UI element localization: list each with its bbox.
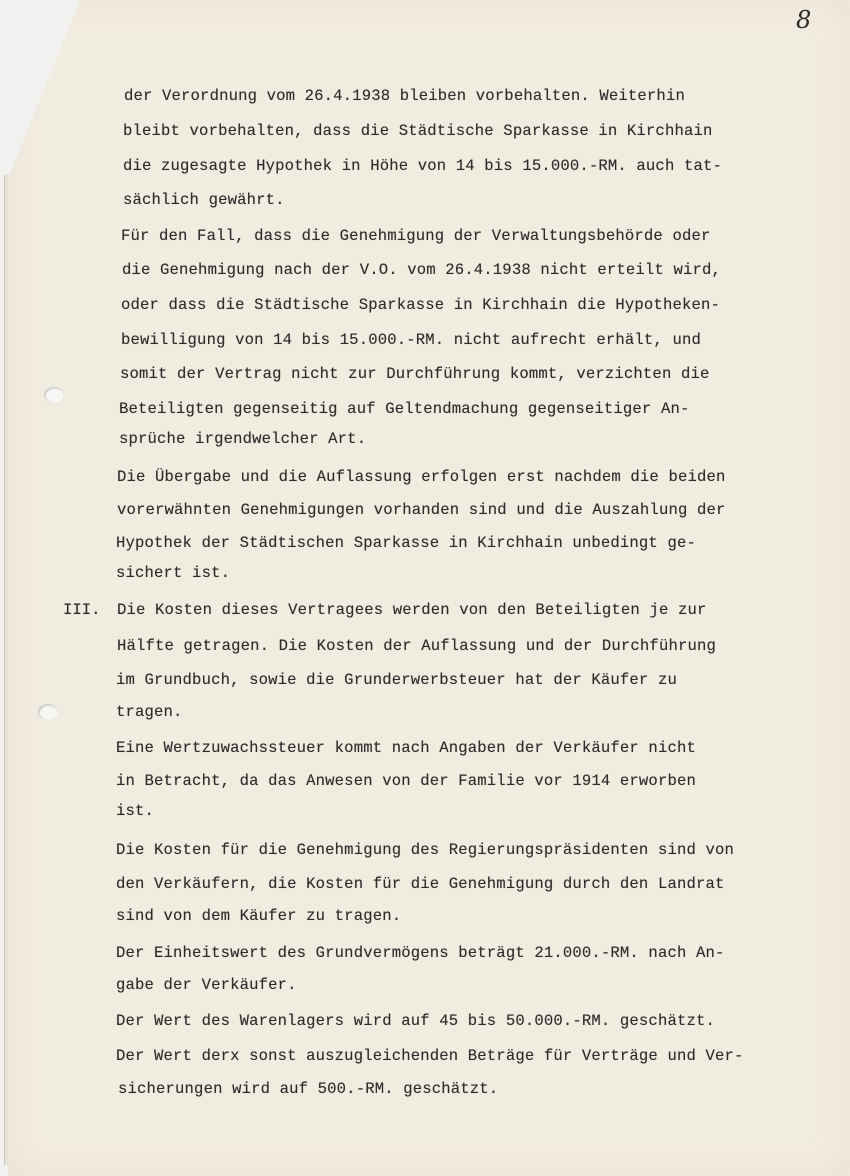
text-line: sprüche irgendwelcher Art. [119,430,367,448]
punch-hole-top [44,387,64,403]
text-line: tragen. [116,703,183,721]
text-line: gabe der Verkäufer. [116,976,297,994]
text-line: Hälfte getragen. Die Kosten der Auflassung und der Durchführung [117,637,716,655]
text-line: Die Kosten dieses Vertragees werden von den Beteiligten je zur [117,601,707,619]
text-line: die zugesagte Hypothek in Höhe von 14 bis 15.000.-RM. auch tat- [123,157,722,175]
text-line: sicherungen wird auf 500.-RM. geschätzt. [118,1080,499,1098]
punch-hole-bottom [38,704,58,720]
text-line: ist. [116,802,155,820]
text-line: bleibt vorbehalten, dass die Städtische Sparkasse in Kirchhain [123,122,713,140]
text-line: oder dass die Städtische Sparkasse in Kirchhain die Hypotheken- [121,296,720,314]
section-marker-iii: III. [63,601,101,619]
text-line: Die Übergabe und die Auflassung erfolgen erst nachdem die beiden [117,468,726,486]
text-line: vorerwähnten Genehmigungen vorhanden sind und die Auszahlung der [117,501,726,519]
page-number: 8 [796,6,812,34]
text-line: sächlich gewährt. [123,191,285,209]
text-line: Die Kosten für die Genehmigung des Regierungspräsidenten sind von [116,841,735,859]
text-line: Eine Wertzuwachssteuer kommt nach Angaben der Verkäufer nicht [116,739,696,757]
text-line: in Betracht, da das Anwesen von der Familie vor 1914 erworben [116,772,696,790]
text-line: der Verordnung vom 26.4.1938 bleiben vorbehalten. Weiterhin [124,87,685,105]
text-line: bewilligung von 14 bis 15.000.-RM. nicht aufrecht erhält, und [121,331,701,349]
text-line: sind von dem Käufer zu tragen. [116,907,402,925]
text-line: Der Wert des Warenlagers wird auf 45 bis 50.000.-RM. geschätzt. [116,1012,715,1030]
text-line: Für den Fall, dass die Genehmigung der Verwaltungsbehörde oder [121,227,711,245]
text-line: Beteiligten gegenseitig auf Geltendmachung gegenseitiger An- [119,400,690,418]
text-line: die Genehmigung nach der V.O. vom 26.4.1938 nicht erteilt wird, [122,261,721,279]
text-line: sichert ist. [116,564,231,582]
document-page [8,0,850,1176]
text-line: somit der Vertrag nicht zur Durchführung kommt, verzichten die [120,365,710,383]
text-line: Hypothek der Städtischen Sparkasse in Kirchhain unbedingt ge- [116,534,696,552]
text-line: im Grundbuch, sowie die Grunderwerbsteuer hat der Käufer zu [116,671,677,689]
text-line: den Verkäufern, die Kosten für die Genehmigung durch den Landrat [116,875,725,893]
text-line: Der Wert derx sonst auszugleichenden Beträge für Verträge und Ver- [116,1047,744,1065]
text-line: Der Einheitswert des Grundvermögens beträgt 21.000.-RM. nach An- [116,944,725,962]
